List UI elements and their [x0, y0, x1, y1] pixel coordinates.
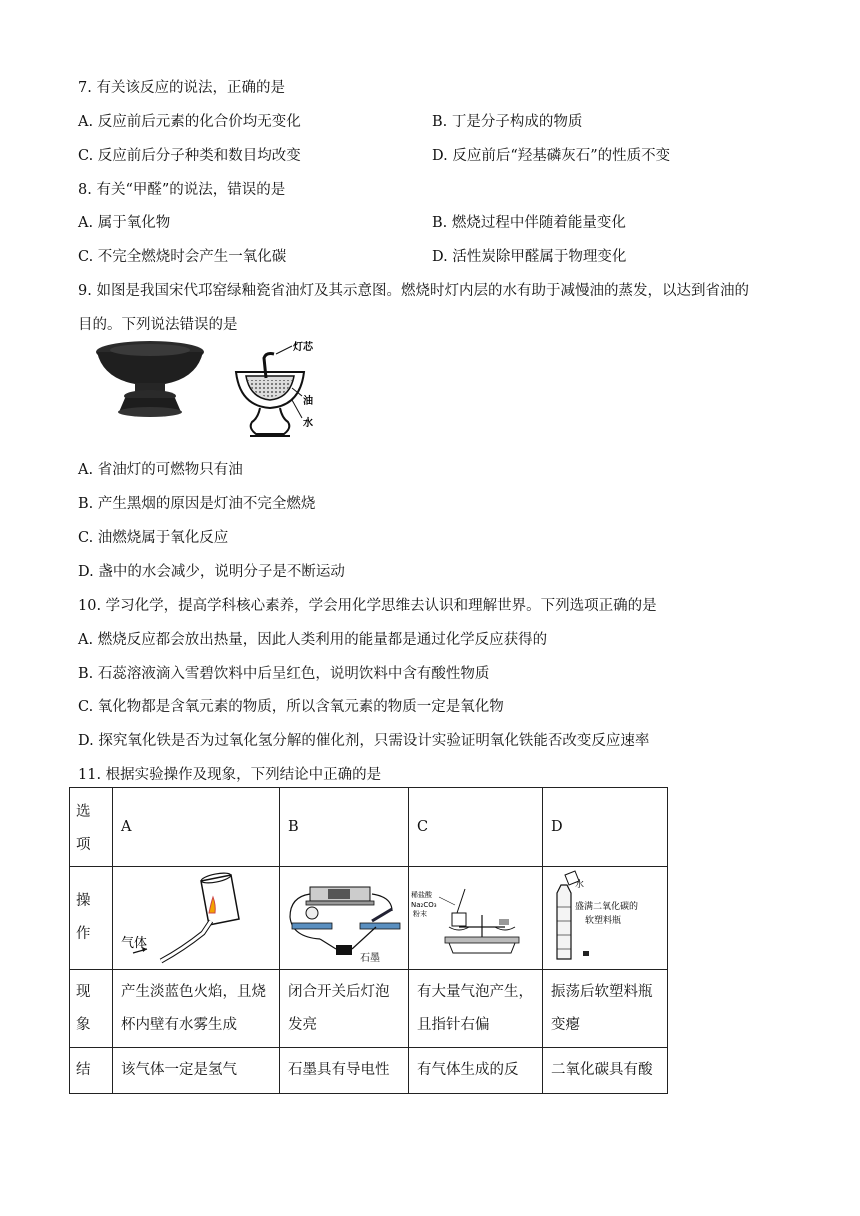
- operation-b-cell: [280, 867, 409, 970]
- q7-option-c: C. 反应前后分子种类和数目均改变: [78, 148, 301, 164]
- row-header-operation: 操 作: [70, 867, 113, 970]
- q10-option-c: C. 氧化物都是含氧元素的物质，所以含氧元素的物质一定是氧化物: [78, 699, 504, 715]
- row-header-conclusion: 结: [70, 1048, 113, 1094]
- option-b-header: B: [280, 788, 409, 867]
- conclusion-a: 该气体一定是氢气: [113, 1048, 280, 1094]
- q8-option-d: D. 活性炭除甲醛属于物理变化: [432, 249, 627, 265]
- oil-lamp-photo: [95, 340, 205, 418]
- row-header-option: 选 项: [70, 788, 113, 867]
- phenomenon-a: 产生淡蓝色火焰，且烧 杯内壁有水雾生成: [113, 970, 280, 1048]
- option-c-header: C: [409, 788, 543, 867]
- option-a-header: A: [113, 788, 280, 867]
- row-header-phenomenon: 现 象: [70, 970, 113, 1048]
- phenomenon-c: 有大量气泡产生， 且指针右偏: [409, 970, 543, 1048]
- operation-d-cell: [543, 867, 668, 970]
- q8-stem: 8. 有关“甲醛”的说法，错误的是: [78, 182, 286, 198]
- label-powder: 粉末: [413, 910, 427, 918]
- label-hcl: 稀盐酸: [411, 891, 432, 899]
- label-water: 水: [303, 418, 313, 429]
- label-co2-bottle-2: 软塑料瓶: [585, 916, 622, 926]
- graphite-circuit-illustration: [280, 867, 408, 967]
- oil-lamp-diagram: [230, 338, 322, 444]
- q8-option-a: A. 属于氧化物: [78, 215, 171, 231]
- q7-option-a: A. 反应前后元素的化合价均无变化: [78, 114, 301, 130]
- q9-option-c: C. 油燃烧属于氧化反应: [78, 530, 229, 546]
- q7-option-d: D. 反应前后“羟基磷灰石”的性质不变: [432, 148, 671, 164]
- q10-option-d: D. 探究氧化铁是否为过氧化氢分解的催化剂，只需设计实验证明氧化铁能否改变反应速率: [78, 733, 650, 749]
- label-graphite: 石墨: [360, 953, 380, 964]
- operation-a-cell: [113, 867, 280, 970]
- operation-c-cell: [409, 867, 543, 970]
- phenomenon-d: 振荡后软塑料瓶 变瘪: [543, 970, 668, 1048]
- q8-option-b: B. 燃烧过程中伴随着能量变化: [432, 215, 626, 231]
- label-co2-bottle-1: 盛满二氧化碳的: [575, 902, 639, 912]
- co2-bottle-illustration: [543, 867, 667, 967]
- label-gas: 气体: [121, 936, 148, 951]
- label-oil: 油: [303, 396, 313, 407]
- q11-stem: 11. 根据实验操作及现象，下列结论中正确的是: [78, 767, 382, 783]
- table-row-operation: [70, 867, 668, 970]
- conclusion-c: 有气体生成的反: [409, 1048, 543, 1094]
- q10-option-a: A. 燃烧反应都会放出热量，因此人类利用的能量都是通过化学反应获得的: [78, 632, 548, 648]
- q7-option-b: B. 丁是分子构成的物质: [432, 114, 583, 130]
- q10-option-b: B. 石蕊溶液滴入雪碧饮料中后呈红色，说明饮料中含有酸性物质: [78, 666, 490, 682]
- table-row-options: [70, 788, 668, 867]
- q9-option-b: B. 产生黑烟的原因是灯油不完全燃烧: [78, 496, 316, 512]
- table-row-phenomenon: [70, 970, 668, 1048]
- balance-reaction-illustration: [409, 867, 542, 967]
- option-d-header: D: [543, 788, 668, 867]
- q9-option-d: D. 盏中的水会减少，说明分子是不断运动: [78, 564, 345, 580]
- label-na2co3: Na₂CO₃: [411, 901, 437, 909]
- q7-stem: 7. 有关该反应的说法，正确的是: [78, 80, 285, 96]
- conclusion-b: 石墨具有导电性: [280, 1048, 409, 1094]
- table-row-conclusion: [70, 1048, 668, 1094]
- label-wick: 灯芯: [293, 342, 313, 353]
- q9-stem-line2: 目的。下列说法错误的是: [78, 317, 238, 333]
- q8-option-c: C. 不完全燃烧时会产生一氧化碳: [78, 249, 287, 265]
- phenomenon-b: 闭合开关后灯泡 发亮: [280, 970, 409, 1048]
- conclusion-d: 二氧化碳具有酸: [543, 1048, 668, 1094]
- q10-stem: 10. 学习化学，提高学科核心素养，学会用化学思维去认识和理解世界。下列选项正确的是: [78, 598, 657, 614]
- q9-stem-line1: 9. 如图是我国宋代邛窑绿釉瓷省油灯及其示意图。燃烧时灯内层的水有助于减慢油的蒸发，以达到省油的: [78, 283, 749, 299]
- gas-burning-beaker-illustration: [113, 867, 277, 967]
- label-water-d: 水: [575, 880, 585, 890]
- q9-option-a: A. 省油灯的可燃物只有油: [78, 462, 243, 478]
- experiment-table: [69, 787, 668, 1094]
